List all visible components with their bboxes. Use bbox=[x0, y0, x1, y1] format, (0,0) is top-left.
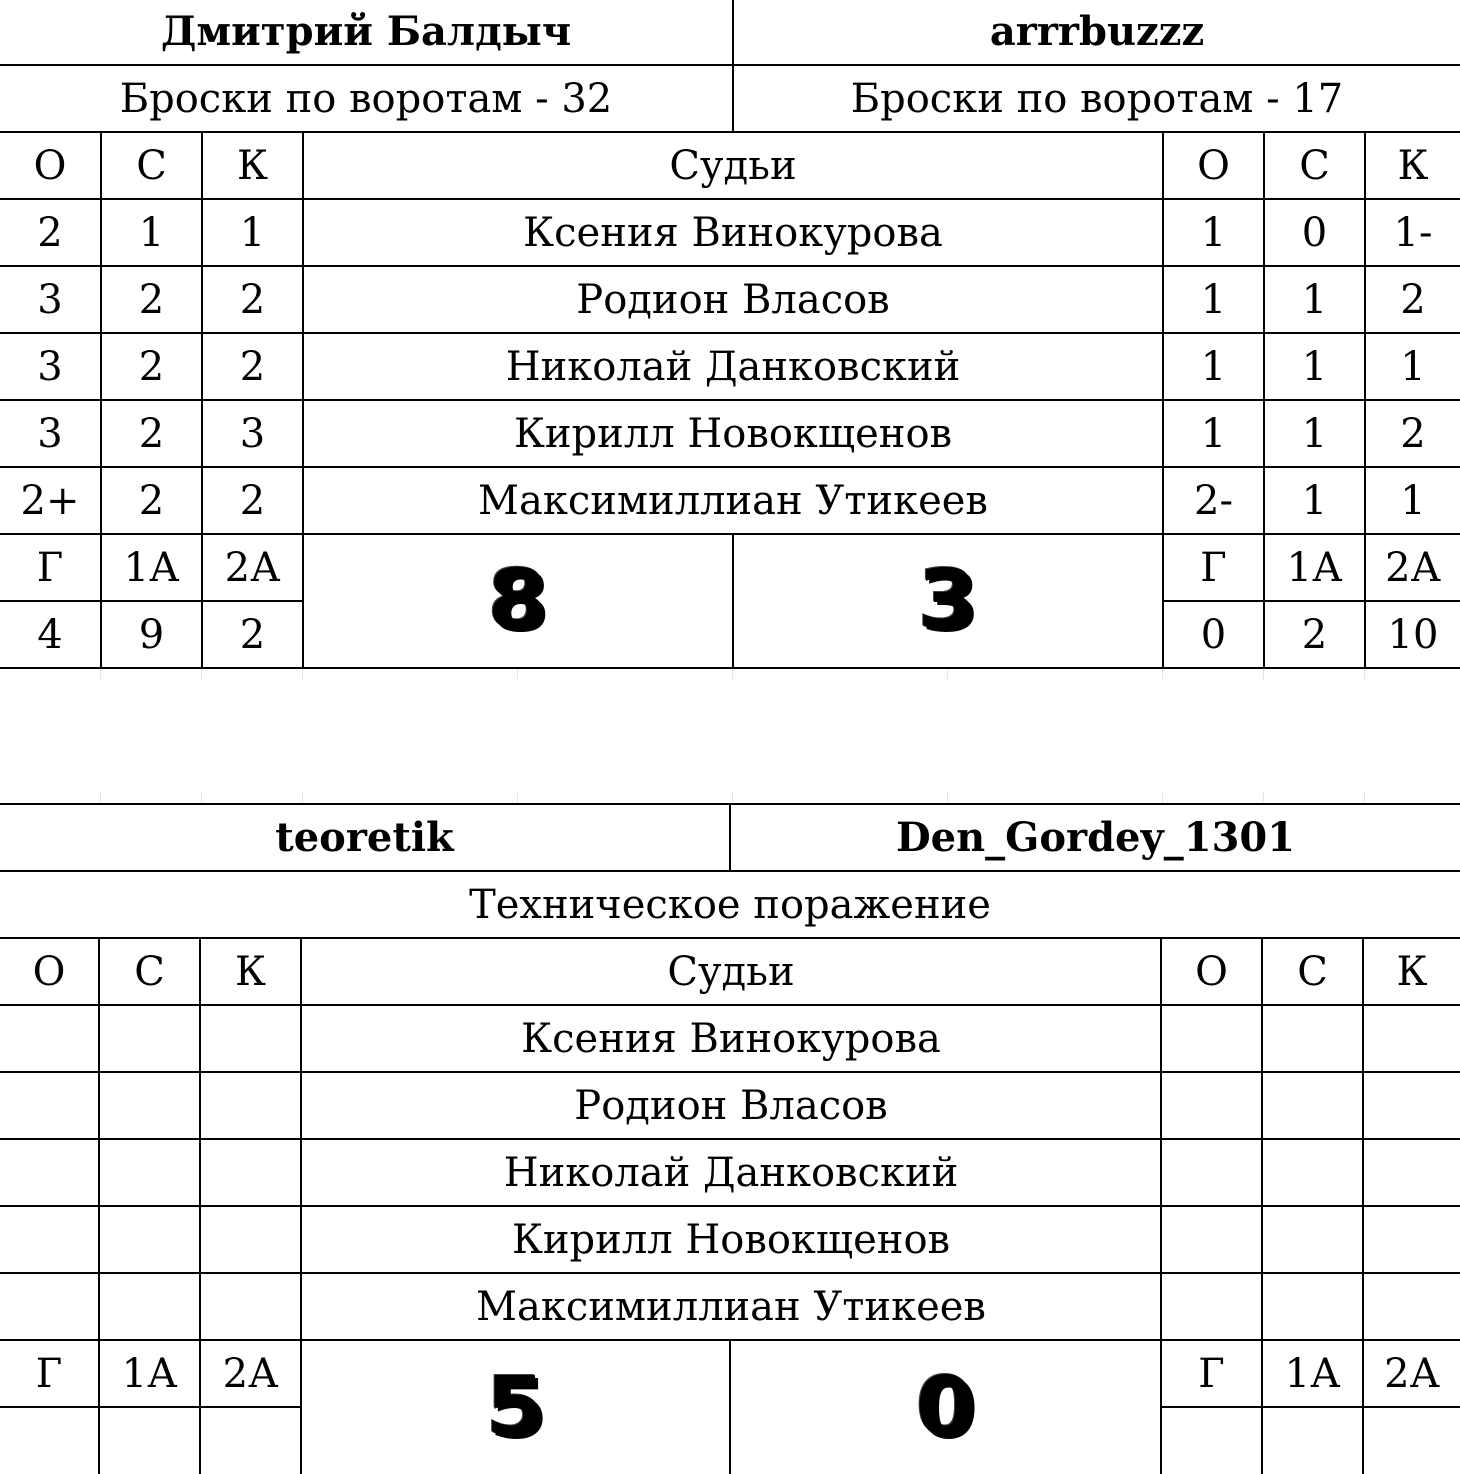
left-final-score bbox=[302, 535, 732, 667]
right-goal-label-1a: 1А bbox=[1261, 1341, 1362, 1408]
right-score-k: 1- bbox=[1364, 200, 1460, 265]
right-criterion-k: К bbox=[1362, 939, 1460, 1004]
right-final-score-value: 0 bbox=[915, 1359, 976, 1455]
status-row bbox=[0, 872, 1460, 939]
right-score-o bbox=[1160, 1140, 1261, 1205]
left-score-k bbox=[199, 1140, 300, 1205]
right-score-k: 1 bbox=[1364, 334, 1460, 399]
left-score-s: 2 bbox=[100, 267, 201, 332]
left-score-k: 2 bbox=[201, 267, 302, 332]
right-goal-label-g: Г bbox=[1160, 1341, 1261, 1408]
right-score-s bbox=[1261, 1140, 1362, 1205]
judge-name: Николай Данковский bbox=[302, 334, 1162, 399]
left-goal-value-g: 4 bbox=[37, 611, 63, 658]
faint-grid-gap bbox=[0, 669, 1460, 679]
left-score-o bbox=[0, 1274, 98, 1339]
left-goal-value-1a: 9 bbox=[100, 602, 201, 667]
right-shots-text: Броски по воротам - 17 bbox=[732, 66, 1460, 131]
left-score-k: 1 bbox=[201, 200, 302, 265]
left-goal-label-1a: 1А bbox=[100, 535, 201, 602]
right-score-o bbox=[1160, 1006, 1261, 1071]
left-score-k: 2 bbox=[201, 334, 302, 399]
judge-name: Кирилл Новокщенов bbox=[300, 1207, 1160, 1272]
right-score-s bbox=[1261, 1073, 1362, 1138]
left-goal-label-1a: 1А bbox=[98, 1341, 199, 1408]
left-score-o: 3 bbox=[37, 410, 63, 457]
judge-row bbox=[0, 1274, 1460, 1341]
left-final-score-value: 8 bbox=[487, 553, 548, 648]
left-score-o: 3 bbox=[37, 276, 63, 323]
judge-name: Родион Власов bbox=[300, 1073, 1160, 1138]
left-score-s bbox=[98, 1006, 199, 1071]
judge-row bbox=[0, 1140, 1460, 1207]
right-score-o: 1 bbox=[1162, 200, 1263, 265]
criteria-header-row bbox=[0, 133, 1460, 200]
judge-name: Ксения Винокурова bbox=[302, 200, 1162, 265]
judges-header: Судьи bbox=[302, 133, 1162, 198]
right-score-o bbox=[1160, 1073, 1261, 1138]
left-score-s: 1 bbox=[100, 200, 201, 265]
left-score-s: 2 bbox=[100, 468, 201, 533]
right-score-k: 2 bbox=[1364, 267, 1460, 332]
right-goal-value-2a: 10 bbox=[1364, 602, 1460, 667]
judge-row bbox=[0, 1073, 1460, 1140]
right-final-score bbox=[732, 535, 1162, 667]
right-score-k: 1 bbox=[1364, 468, 1460, 533]
left-player-name: teoretik bbox=[275, 813, 454, 861]
goals-block bbox=[0, 1341, 1460, 1474]
left-criterion-s: С bbox=[100, 133, 201, 198]
left-score-k bbox=[199, 1274, 300, 1339]
judge-row bbox=[0, 468, 1460, 535]
left-score-o: 2+ bbox=[20, 477, 80, 524]
left-score-s bbox=[98, 1073, 199, 1138]
judge-name: Кирилл Новокщенов bbox=[302, 401, 1162, 466]
right-goal-label-2a: 2А bbox=[1362, 1341, 1460, 1408]
match-2-table bbox=[0, 803, 1460, 1474]
right-score-s: 1 bbox=[1263, 401, 1364, 466]
judge-name: Ксения Винокурова bbox=[300, 1006, 1160, 1071]
left-score-o bbox=[0, 1073, 98, 1138]
judge-name: Николай Данковский bbox=[300, 1140, 1160, 1205]
right-score-o bbox=[1160, 1274, 1261, 1339]
left-criterion-o: О bbox=[33, 142, 67, 189]
left-score-k bbox=[199, 1207, 300, 1272]
right-goal-value-g bbox=[1160, 1408, 1261, 1474]
left-score-o bbox=[0, 1207, 98, 1272]
right-goal-label-2a: 2А bbox=[1364, 535, 1460, 602]
right-score-s: 1 bbox=[1263, 468, 1364, 533]
judge-row bbox=[0, 267, 1460, 334]
left-score-k: 2 bbox=[201, 468, 302, 533]
left-score-o: 2 bbox=[37, 209, 63, 256]
judge-row bbox=[0, 1006, 1460, 1073]
judge-name: Максимиллиан Утикеев bbox=[300, 1274, 1160, 1339]
left-criterion-k: К bbox=[199, 939, 300, 1004]
match-status-text: Техническое поражение bbox=[469, 881, 991, 928]
judge-row bbox=[0, 1207, 1460, 1274]
left-criterion-o: О bbox=[32, 948, 66, 995]
right-goal-value-1a bbox=[1261, 1408, 1362, 1474]
right-score-k bbox=[1362, 1274, 1460, 1339]
left-shots-text: Броски по воротам - 32 bbox=[119, 75, 613, 122]
judge-name: Родион Власов bbox=[302, 267, 1162, 332]
right-final-score-value: 3 bbox=[918, 553, 978, 648]
right-goal-label-g: Г bbox=[1162, 535, 1263, 602]
criteria-header-row bbox=[0, 939, 1460, 1006]
left-goal-value-1a bbox=[98, 1408, 199, 1474]
faint-grid-gap-2 bbox=[0, 792, 1460, 802]
left-score-s bbox=[98, 1140, 199, 1205]
left-score-s bbox=[98, 1207, 199, 1272]
judge-name: Максимиллиан Утикеев bbox=[302, 468, 1162, 533]
left-score-s: 2 bbox=[100, 401, 201, 466]
judge-row bbox=[0, 334, 1460, 401]
right-criterion-s: С bbox=[1261, 939, 1362, 1004]
right-score-k bbox=[1362, 1207, 1460, 1272]
right-score-s: 1 bbox=[1263, 267, 1364, 332]
right-goal-label-1a: 1А bbox=[1263, 535, 1364, 602]
left-score-o bbox=[0, 1140, 98, 1205]
right-final-score bbox=[729, 1341, 1160, 1474]
right-score-s: 1 bbox=[1263, 334, 1364, 399]
left-goal-value-g bbox=[0, 1408, 98, 1474]
players-row bbox=[0, 805, 1460, 872]
right-score-o: 1 bbox=[1162, 401, 1263, 466]
goals-block bbox=[0, 535, 1460, 669]
right-score-s bbox=[1261, 1274, 1362, 1339]
left-score-s: 2 bbox=[100, 334, 201, 399]
left-criterion-k: К bbox=[201, 133, 302, 198]
left-score-k bbox=[199, 1073, 300, 1138]
right-player-name: Den_Gordey_1301 bbox=[729, 805, 1460, 870]
match-1-table bbox=[0, 0, 1460, 679]
right-score-s: 0 bbox=[1263, 200, 1364, 265]
left-score-o bbox=[0, 1006, 98, 1071]
right-score-o: 1 bbox=[1162, 334, 1263, 399]
right-score-k bbox=[1362, 1006, 1460, 1071]
left-score-s bbox=[98, 1274, 199, 1339]
shots-row bbox=[0, 66, 1460, 133]
judges-header: Судьи bbox=[300, 939, 1160, 1004]
right-score-s bbox=[1261, 1006, 1362, 1071]
right-score-k bbox=[1362, 1073, 1460, 1138]
left-criterion-s: С bbox=[98, 939, 199, 1004]
left-score-k bbox=[199, 1006, 300, 1071]
right-score-o: 2- bbox=[1162, 468, 1263, 533]
right-score-o: 1 bbox=[1162, 267, 1263, 332]
left-score-k: 3 bbox=[201, 401, 302, 466]
right-criterion-k: К bbox=[1364, 133, 1460, 198]
judge-row bbox=[0, 200, 1460, 267]
left-goal-label-g: Г bbox=[0, 535, 100, 602]
right-score-k: 2 bbox=[1364, 401, 1460, 466]
left-score-o: 3 bbox=[37, 343, 63, 390]
right-player-name: arrrbuzzz bbox=[732, 0, 1460, 64]
right-criterion-s: С bbox=[1263, 133, 1364, 198]
right-criterion-o: О bbox=[1162, 133, 1263, 198]
right-goal-value-2a bbox=[1362, 1408, 1460, 1474]
left-goal-value-2a: 2 bbox=[201, 602, 302, 667]
left-goal-value-2a bbox=[199, 1408, 300, 1474]
left-final-score-value: 5 bbox=[485, 1359, 546, 1455]
right-goal-value-1a: 2 bbox=[1263, 602, 1364, 667]
players-row bbox=[0, 0, 1460, 66]
right-score-k bbox=[1362, 1140, 1460, 1205]
right-criterion-o: О bbox=[1160, 939, 1261, 1004]
left-goal-label-2a: 2А bbox=[201, 535, 302, 602]
left-goal-label-g: Г bbox=[0, 1341, 98, 1408]
left-player-name: Дмитрий Балдыч bbox=[160, 8, 572, 55]
right-score-o bbox=[1160, 1207, 1261, 1272]
left-final-score bbox=[300, 1341, 729, 1474]
right-goal-value-g: 0 bbox=[1162, 602, 1263, 667]
judge-row bbox=[0, 401, 1460, 468]
right-score-s bbox=[1261, 1207, 1362, 1272]
left-goal-label-2a: 2А bbox=[199, 1341, 300, 1408]
